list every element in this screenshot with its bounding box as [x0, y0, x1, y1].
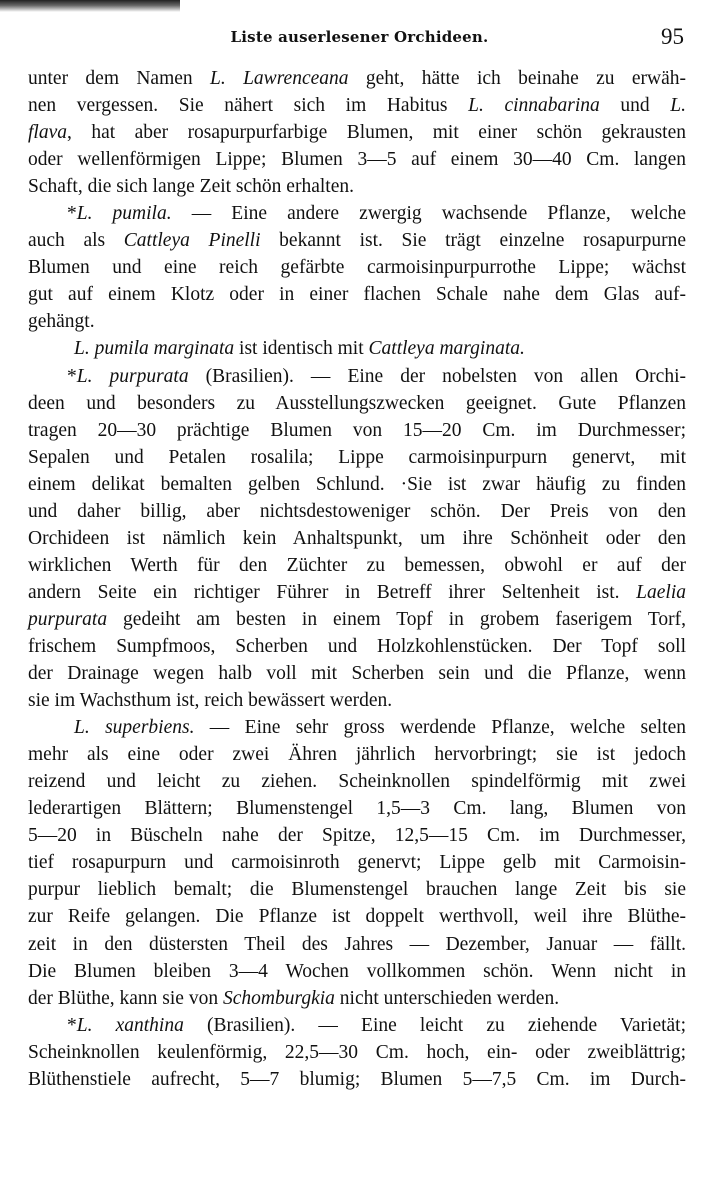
text-segment: gedeiht am besten in einem Topf in grobem faserigem Torf, [107, 608, 686, 630]
text-segment: (Brasilien). — Eine der nobelsten von allen Orchi- [188, 365, 686, 387]
text-line [28, 92, 686, 119]
text-segment: wirklichen Werth für den Züchter zu bemessen, obwohl er auf der [28, 554, 686, 576]
text-line [28, 471, 686, 498]
text-line [28, 822, 686, 849]
text-segment: Scheinknollen keulenförmig, 22,5—30 Cm. hoch, ein- oder zweiblättrig; [28, 1041, 686, 1063]
text-segment: zur Reife gelangen. Die Pflanze ist doppelt werthvoll, weil ihre Blüthe- [28, 906, 686, 928]
scan-edge-shadow [0, 0, 180, 12]
text-line [28, 768, 686, 795]
text-line [28, 660, 686, 687]
text-line [28, 985, 686, 1012]
text-segment: sie im Wachsthum ist, reich bewässert werden. [28, 690, 393, 712]
text-line [28, 335, 686, 362]
text-segment: frischem Sumpfmoos, Scherben und Holzkohlenstücken. Der Topf soll [28, 635, 686, 657]
text-line [28, 173, 686, 200]
text-line [28, 444, 686, 471]
text-segment: mehr als eine oder zwei Ähren jährlich hervorbringt; sie ist jedoch [28, 744, 686, 766]
italic-segment: flava [28, 122, 67, 144]
text-segment: gut auf einem Klotz oder in einer flachen Schale nahe dem Glas auf- [28, 284, 686, 306]
text-segment: 5—20 in Büscheln nahe der Spitze, 12,5—15 Cm. im Durchmesser, [28, 825, 686, 847]
text-segment: und daher billig, aber nichtsdestoweniger schön. Der Preis von den [28, 500, 686, 522]
text-segment: (Brasilien). — Eine leicht zu ziehende Varietät; [183, 1014, 687, 1036]
text-segment: , hat aber rosapurpurfarbige Blumen, mit einer schön gekrausten [67, 122, 686, 144]
italic-segment: purpurata [28, 608, 108, 630]
running-title: Liste auserlesener Orchideen. [230, 28, 489, 46]
italic-segment: L. Lawrenceana [210, 68, 349, 89]
text-line [28, 1066, 686, 1093]
text-line [28, 65, 686, 92]
text-line [28, 146, 686, 173]
text-line [28, 795, 686, 822]
running-head [0, 24, 719, 54]
text-line [28, 958, 686, 985]
italic-segment: L. cinnabarina [468, 95, 600, 117]
text-segment: auch als [28, 230, 124, 252]
text-line [28, 931, 686, 958]
text-line [28, 903, 686, 930]
text-line [28, 119, 686, 146]
text-line [28, 714, 686, 741]
page-number: 95 [661, 24, 684, 49]
body-text [28, 65, 686, 1093]
text-line [28, 1039, 686, 1066]
italic-segment: L. pumila marginata [74, 338, 235, 360]
text-line [28, 606, 686, 633]
text-segment: — Eine andere zwergig wachsende Pflanze, welche [171, 203, 686, 225]
text-segment: nicht unterschieden werden. [334, 987, 560, 1009]
text-line [28, 633, 686, 660]
text-segment: oder wellenförmigen Lippe; Blumen 3—5 auf einem 30—40 Cm. langen [28, 149, 686, 171]
text-line [28, 741, 686, 768]
text-line [28, 849, 686, 876]
text-segment: und [599, 95, 671, 117]
italic-segment: L. purpurata [76, 365, 189, 387]
text-segment: * [67, 1014, 77, 1036]
text-segment: * [67, 203, 77, 225]
italic-segment: Laelia [636, 581, 686, 603]
text-line [28, 876, 686, 903]
text-segment: Blumen und eine reich gefärbte carmoisinpurpurrothe Lippe; wächst [28, 257, 686, 279]
text-segment: reizend und leicht zu ziehen. Scheinknollen spindelförmig mit zwei [28, 771, 686, 793]
text-segment: — Eine sehr gross werdende Pflanze, welche selten [194, 717, 687, 739]
text-line [28, 687, 686, 714]
italic-segment: L. xanthina [76, 1014, 184, 1036]
text-segment: ist identisch mit [234, 338, 369, 360]
text-line [28, 498, 686, 525]
italic-segment: Schomburgkia [222, 987, 335, 1009]
text-segment: Orchideen ist nämlich kein Anhaltspunkt, um ihre Schönheit oder den [28, 527, 686, 549]
italic-segment: L. [670, 95, 686, 117]
text-line [28, 417, 686, 444]
text-line [28, 390, 686, 417]
text-line [28, 308, 686, 335]
text-segment: Sepalen und Petalen rosalila; Lippe carmoisinpurpurn genervt, mit [28, 446, 686, 468]
text-line [28, 525, 686, 552]
text-segment: Schaft, die sich lange Zeit schön erhalten. [28, 176, 354, 198]
text-segment: der Drainage wegen halb voll mit Scherben sein und die Pflanze, wenn [28, 663, 686, 685]
text-segment: tief rosapurpurn und carmoisinroth genervt; Lippe gelb mit Carmoisin- [28, 852, 686, 874]
text-segment: tragen 20—30 prächtige Blumen von 15—20 Cm. im Durchmesser; [28, 419, 686, 441]
text-segment: der Blüthe, kann sie von [28, 987, 223, 1009]
italic-segment: L. superbiens. [74, 717, 195, 739]
text-segment: andern Seite ein richtiger Führer in Betreff ihrer Seltenheit ist. [28, 581, 637, 603]
text-segment: geht, hätte ich beinahe zu erwäh- [348, 68, 686, 89]
text-segment: lederartigen Blättern; Blumenstengel 1,5—3 Cm. lang, Blumen von [28, 798, 686, 820]
text-segment: purpur lieblich bemalt; die Blumenstengel brauchen lange Zeit bis sie [28, 879, 686, 901]
text-line [28, 200, 686, 227]
text-line [28, 363, 686, 390]
text-line [28, 254, 686, 281]
text-line [28, 1012, 686, 1039]
text-line [28, 281, 686, 308]
text-segment: nen vergessen. Sie nähert sich im Habitus [28, 95, 469, 117]
text-segment: unter dem Namen [28, 68, 211, 89]
italic-segment: L. pumila. [76, 203, 172, 225]
text-segment: * [67, 365, 77, 387]
text-segment: bekannt ist. Sie trägt einzelne rosapurpurne [260, 230, 686, 252]
italic-segment: Cattleya marginata. [368, 338, 525, 360]
text-segment: zeit in den düstersten Theil des Jahres — Dezember, Januar — fällt. [28, 933, 686, 955]
text-segment: Blüthenstiele aufrecht, 5—7 blumig; Blumen 5—7,5 Cm. im Durch- [28, 1068, 686, 1090]
text-line [28, 579, 686, 606]
text-line [28, 552, 686, 579]
text-segment: Die Blumen bleiben 3—4 Wochen vollkommen schön. Wenn nicht in [28, 960, 686, 982]
text-segment: einem delikat bemalten gelben Schlund. ·Sie ist zwar häufig zu finden [28, 473, 686, 495]
text-segment: deen und besonders zu Ausstellungszwecken geeignet. Gute Pflanzen [28, 392, 686, 414]
italic-segment: Cattleya Pinelli [123, 230, 261, 252]
text-segment: gehängt. [28, 311, 95, 333]
text-line [28, 227, 686, 254]
